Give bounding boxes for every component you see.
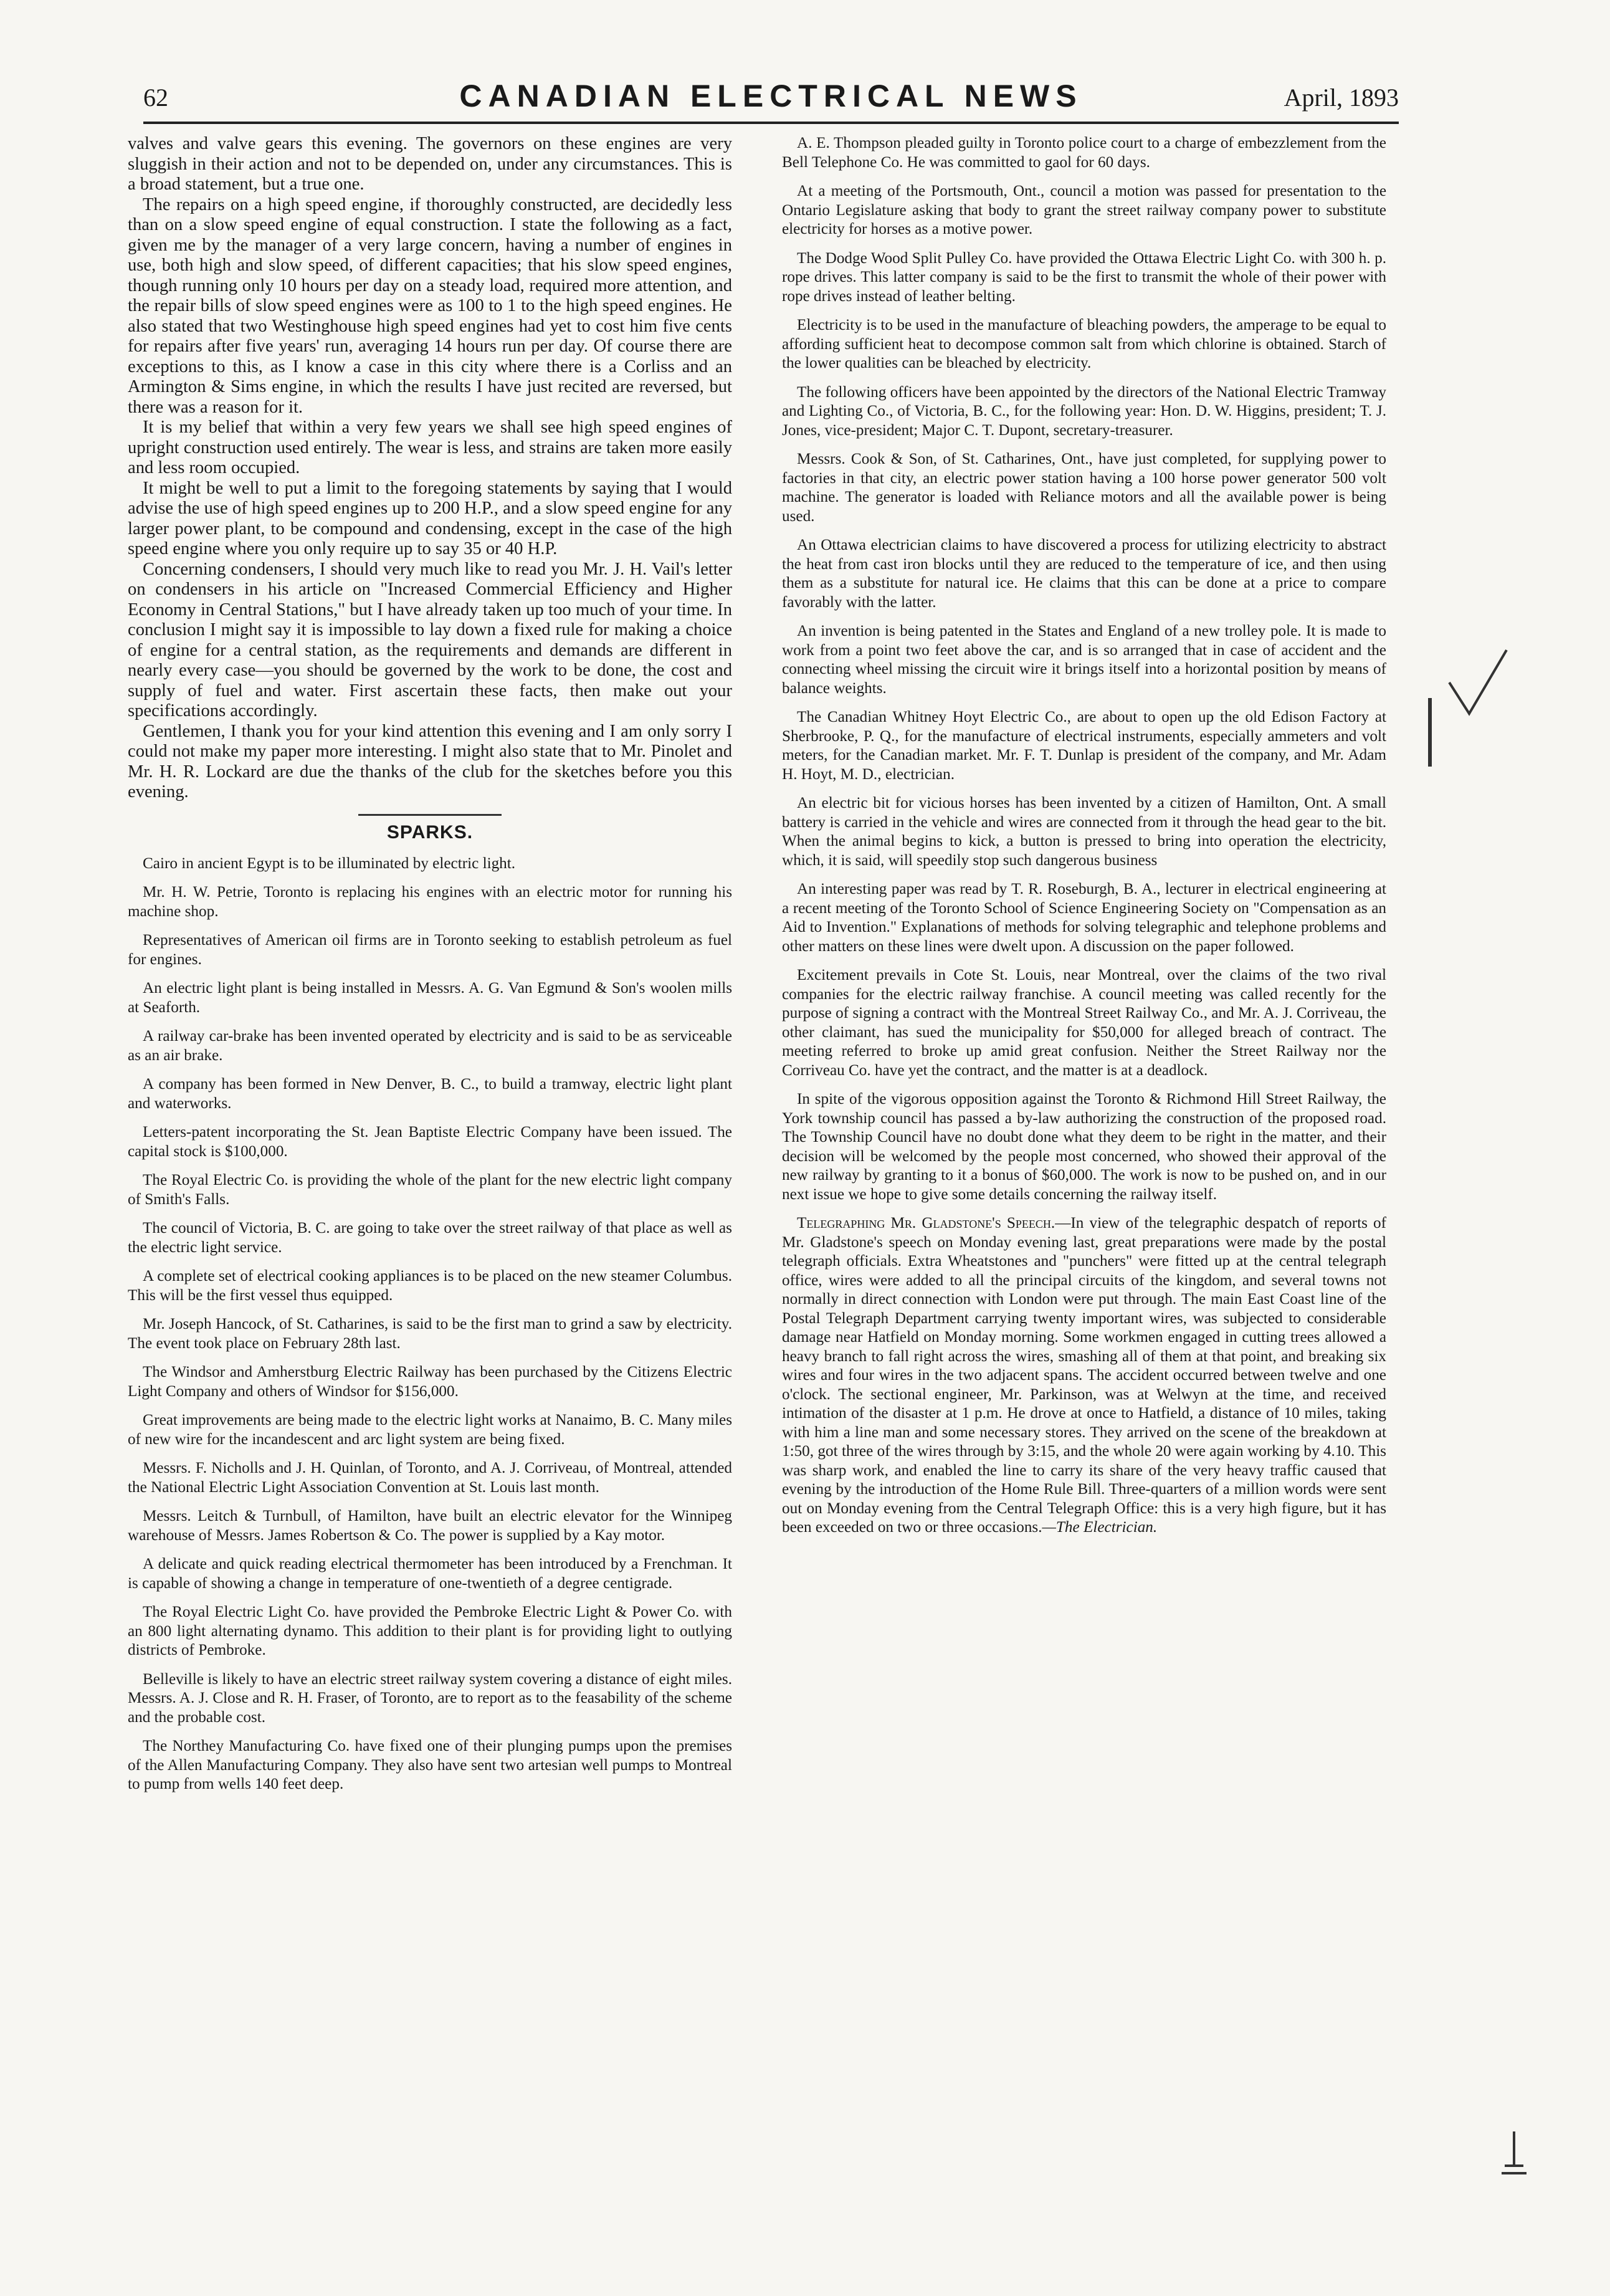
telegraph-article (782, 1214, 1386, 1538)
spark-item: An interesting paper was read by T. R. Roseburgh, B. A., lecturer in electrical engineering at a recent meeting of the Toronto School of Science Engineering Society on "Compensation as an Aid to Invention." Explanations of methods for solving telegraphic and telephone problems and other matters on these lines were dwelt upon. A discussion on the paper followed. (782, 881, 1386, 955)
spark-item: Representatives of American oil firms are in Toronto seeking to establish petroleum as fuel for engines. (128, 932, 732, 968)
spark-item: A railway car-brake has been invented operated by electricity and is said to be as serviceable as an air brake. (128, 1028, 732, 1064)
right-column (782, 134, 1386, 1547)
spark-item: Mr. H. W. Petrie, Toronto is replacing his engines with an electric motor for running his machine shop. (128, 884, 732, 920)
spark-item: Cairo in ancient Egypt is to be illuminated by electric light. (143, 854, 516, 872)
sparks-heading: SPARKS. (386, 821, 474, 843)
spark-item: Excitement prevails in Cote St. Louis, near Montreal, over the claims of the two rival companies for the electric railway franchise. A council meeting was called recently for the purpose of signing a contract with the Montreal Street Railway Co., and Mr. A. J. Corriveau, the other claimant, has sued the municipality for $50,000 for alleged breach of contract. The meeting referred to broke up amid great confusion. Neither the Street Railway nor the Corriveau Co. have yet the contract, and the matter is at a deadlock. (782, 967, 1386, 1079)
spark-item: At a meeting of the Portsmouth, Ont., council a motion was passed for presentation to the Ontario Legislature asking that body to grant the street railway company power to substitute electricity for horses as a motive power. (782, 183, 1386, 237)
spark-item: An electric light plant is being installed in Messrs. A. G. Van Egmund & Son's woolen mills at Seaforth. (128, 980, 732, 1016)
article-paragraph: valves and valve gears this evening. The governors on these engines are very sluggish in their action and not to be depended on, under any circumstances. This is a broad statement, but a true one. (128, 134, 732, 194)
spark-item: Electricity is to be used in the manufacture of bleaching powders, the amperage to be equal to affording sufficient heat to decompose common salt from which chlorine is obtained. Starch of the lower qualities can be bleached by electricity. (782, 317, 1386, 371)
sparks-list-left (128, 854, 732, 1794)
spark-item: A. E. Thompson pleaded guilty in Toronto police court to a charge of embezzlement from the Bell Telephone Co. He was committed to gaol for 60 days. (782, 135, 1386, 171)
article-paragraph: Concerning condensers, I should very much like to read you Mr. J. H. Vail's letter on condensers in his article on "Increased Commercial Efficiency and Higher Economy in Central Stations," but I have already taken up too much of your time. In conclusion I might say it is impossible to lay down a fixed rule for making a choice of engine for a central station, as the requirements and demands are different in nearly every case—you should be governed by the work to be done, the cost and supply of fuel and water. First ascertain these facts, then make out your specifications accordingly. (128, 559, 732, 720)
spark-item: The Dodge Wood Split Pulley Co. have provided the Ottawa Electric Light Co. with 300 h. p. rope drives. This latter company is said to be the first to transmit the whole of their power with rope drives instead of leather belting. (782, 249, 1386, 305)
spark-item: The Royal Electric Light Co. have provided the Pembroke Electric Light & Power Co. with an 800 light alternating dynamo. This addition to their plant is for providing light to outlying districts of Pembroke. (128, 1604, 732, 1658)
issue-date: April, 1893 (1284, 84, 1399, 112)
telegraph-credit: —The Electrician. (1042, 1519, 1158, 1536)
spark-item: An Ottawa electrician claims to have discovered a process for utilizing electricity to abstract the heat from cast iron blocks until they are reduced to the temperature of ice, and then using them as a substitute for natural ice. He claims that this can be done at a price to compare favorably with the latter. (782, 537, 1386, 611)
article-paragraph: The repairs on a high speed engine, if thoroughly constructed, are decidedly less than on a slow speed engine of equal construction. I state the following as a fact, given me by the manager of a very large concern, having a number of engines in use, both high and slow speed, of different capacities; that his slow speed engines, though running only 10 hours per day on a steady load, required more attention, and the repair bills of slow speed engines were as 100 to 1 to the high speed engines. He also stated that two Westinghouse high speed engines had yet to cost him five cents for repairs after five years' run, averaging 14 hours run per day. Of course there are exceptions to this, as I know a case in this city where there is a Corliss and an Armington & Sims engine, in which the results I have just recited are reversed, but there was a reason for it. (128, 194, 732, 417)
spark-item: In spite of the vigorous opposition against the Toronto & Richmond Hill Street Railway, the York township council has passed a by-law authorizing the construction of the proposed road. The Township Council have no doubt done what they deem to be right in the matter, and their decision will be welcomed by the people most concerned, who showed their approval of the new railway by granting to it a bonus of $60,000. The work is now to be pushed on, and in our next issue we hope to give some details concerning the railway itself. (782, 1091, 1386, 1203)
spark-item: An electric bit for vicious horses has been invented by a citizen of Hamilton, Ont. A small battery is carried in the vehicle and wires are connected from it through the head gear to the bit. When the animal begins to kick, a button is pressed to bring into operation the electricity, which, it is said, will speedily stop such dangerous business (782, 795, 1386, 869)
pencil-checkmark-icon (1444, 645, 1513, 720)
left-column (128, 134, 732, 1804)
spark-item: Letters-patent incorporating the St. Jean Baptiste Electric Company have been issued. The capital stock is $100,000. (128, 1124, 732, 1160)
page-number: 62 (143, 84, 168, 112)
spark-item: Messrs. Cook & Son, of St. Catharines, Ont., have just completed, for supplying power to factories in that city, an electric power station having a 100 horse power generator 500 volt machine. The generator is loaded with Reliance motors and all the available power is being used. (782, 451, 1386, 525)
spark-item: The council of Victoria, B. C. are going to take over the street railway of that place as well as the electric light service. (128, 1220, 732, 1256)
spark-item: The Royal Electric Co. is providing the whole of the plant for the new electric light company of Smith's Falls. (128, 1172, 732, 1208)
spark-item: The Canadian Whitney Hoyt Electric Co., are about to open up the old Edison Factory at Sherbrooke, P. Q., for the manufacture of electrical instruments, especially ammeters and volt meters, for the Canadian market. Mr. F. T. Dunlap is president of the company, and Mr. Adam H. Hoyt, M. D., electrician. (782, 709, 1386, 783)
section-divider (358, 814, 502, 816)
page-header (143, 78, 1399, 124)
article-paragraph: It is my belief that within a very few years we shall see high speed engines of upright construction used entirely. The wear is less, and strains are taken more easily and less room occupied. (128, 418, 732, 477)
telegraph-body: —In view of the telegraphic despatch of reports of Mr. Gladstone's speech on Monday evening last, great preparations were made by the postal telegraph officials. Extra Wheatstones and "punchers" were fitted up at the central telegraph office, wires were added to all the principal circuits of the kingdom, and several towns not normally in direct connection with London were put through. The main East Coast line of the Postal Telegraph Department carrying twenty important wires, was subjected to considerable damage near Hatfield on Monday morning. Some workmen engaged in cutting trees allowed a heavy branch to fall right across the wires, smashing all of them at that point, and breaking six wires and four wires in the two adjacent spans. The accident occurred between twelve and one o'clock. The sectional engineer, Mr. Parkinson, was at Welwyn at the time, and received intimation of the disaster at 1 p.m. He drove at once to Hatfield, a distance of 10 miles, taking with him a line man and some necessary stores. They arrived on the scene of the breakdown at 1:50, got three of the wires through by 3:15, and the whole 20 were again working by 4.10. This was sharp work, and enabled the line to carry its share of the very heavy traffic caused that evening by the introduction of the Home Rule Bill. Three-quarters of a million words were sent out on Monday evening from the Central Telegraph Office: this is a very high figure, but it has been exceeded on two or three occasions. (782, 1215, 1386, 1536)
spark-item: Messrs. Leitch & Turnbull, of Hamilton, have built an electric elevator for the Winnipeg warehouse of Messrs. James Robertson & Co. The power is supplied by a Kay motor. (128, 1508, 732, 1544)
spark-item: An invention is being patented in the States and England of a new trolley pole. It is made to work from a point two feet above the car, and is so arranged that in case of accident and the connecting wheel missing the circuit wire it brings itself into a horizontal position by means of balance weights. (782, 623, 1386, 697)
spark-item: Belleville is likely to have an electric street railway system covering a distance of eight miles. Messrs. A. J. Close and R. H. Fraser, of Toronto, are to report as to the feasability of the scheme and the probable cost. (128, 1670, 732, 1726)
telegraph-lead: Telegraphing Mr. Gladstone's Speech. (797, 1215, 1055, 1232)
margin-pencil-mark-icon (1495, 2128, 1533, 2178)
article-continuation (128, 134, 732, 803)
spark-item: A company has been formed in New Denver, B. C., to build a tramway, electric light plant and waterworks. (128, 1076, 732, 1112)
sparks-list-right (782, 134, 1386, 1204)
spark-item: A complete set of electrical cooking appliances is to be placed on the new steamer Columbus. This will be the first vessel thus equipped. (128, 1268, 732, 1304)
spark-item: A delicate and quick reading electrical thermometer has been introduced by a Frenchman. It is capable of showing a change in temperature of one-twentieth of a degree centigrade. (128, 1556, 732, 1592)
spark-item: The Northey Manufacturing Co. have fixed one of their plunging pumps upon the premises of the Allen Manufacturing Company. They also have sent two artesian well pumps to Montreal to pump from wells 140 feet deep. (128, 1738, 732, 1792)
publication-title: CANADIAN ELECTRICAL NEWS (459, 79, 1083, 113)
spark-item: The following officers have been appointed by the directors of the National Electric Tramway and Lighting Co., of Victoria, B. C., for the following year: Hon. D. W. Higgins, president; T. J. Jones, vice-president; Major C. T. Dupont, secretary-treasurer. (782, 383, 1386, 439)
spark-item: The Windsor and Amherstburg Electric Railway has been purchased by the Citizens Electric Light Company and others of Windsor for $156,000. (128, 1364, 732, 1400)
spark-item: Mr. Joseph Hancock, of St. Catharines, is said to be the first man to grind a saw by electricity. The event took place on February 28th last. (128, 1316, 732, 1352)
spark-item: Great improvements are being made to the electric light works at Nanaimo, B. C. Many miles of new wire for the incandescent and arc light system are being fixed. (128, 1412, 732, 1448)
article-paragraph: It might be well to put a limit to the foregoing statements by saying that I would advise the use of high speed engines up to 200 H.P., and a slow speed engine for any larger power plant, to be compound and condensing, except in the case of the high speed engine where you only require up to say 35 or 40 H.P. (128, 478, 732, 558)
margin-bracket-mark (1428, 698, 1432, 767)
article-paragraph: Gentlemen, I thank you for your kind attention this evening and I am only sorry I could not make my paper more interesting. I might also state that to Mr. Pinolet and Mr. H. R. Lockard are due the thanks of the club for the sketches before you this evening. (128, 721, 732, 801)
spark-item: Messrs. F. Nicholls and J. H. Quinlan, of Toronto, and A. J. Corriveau, of Montreal, attended the National Electric Light Association Convention at St. Louis last month. (128, 1460, 732, 1496)
